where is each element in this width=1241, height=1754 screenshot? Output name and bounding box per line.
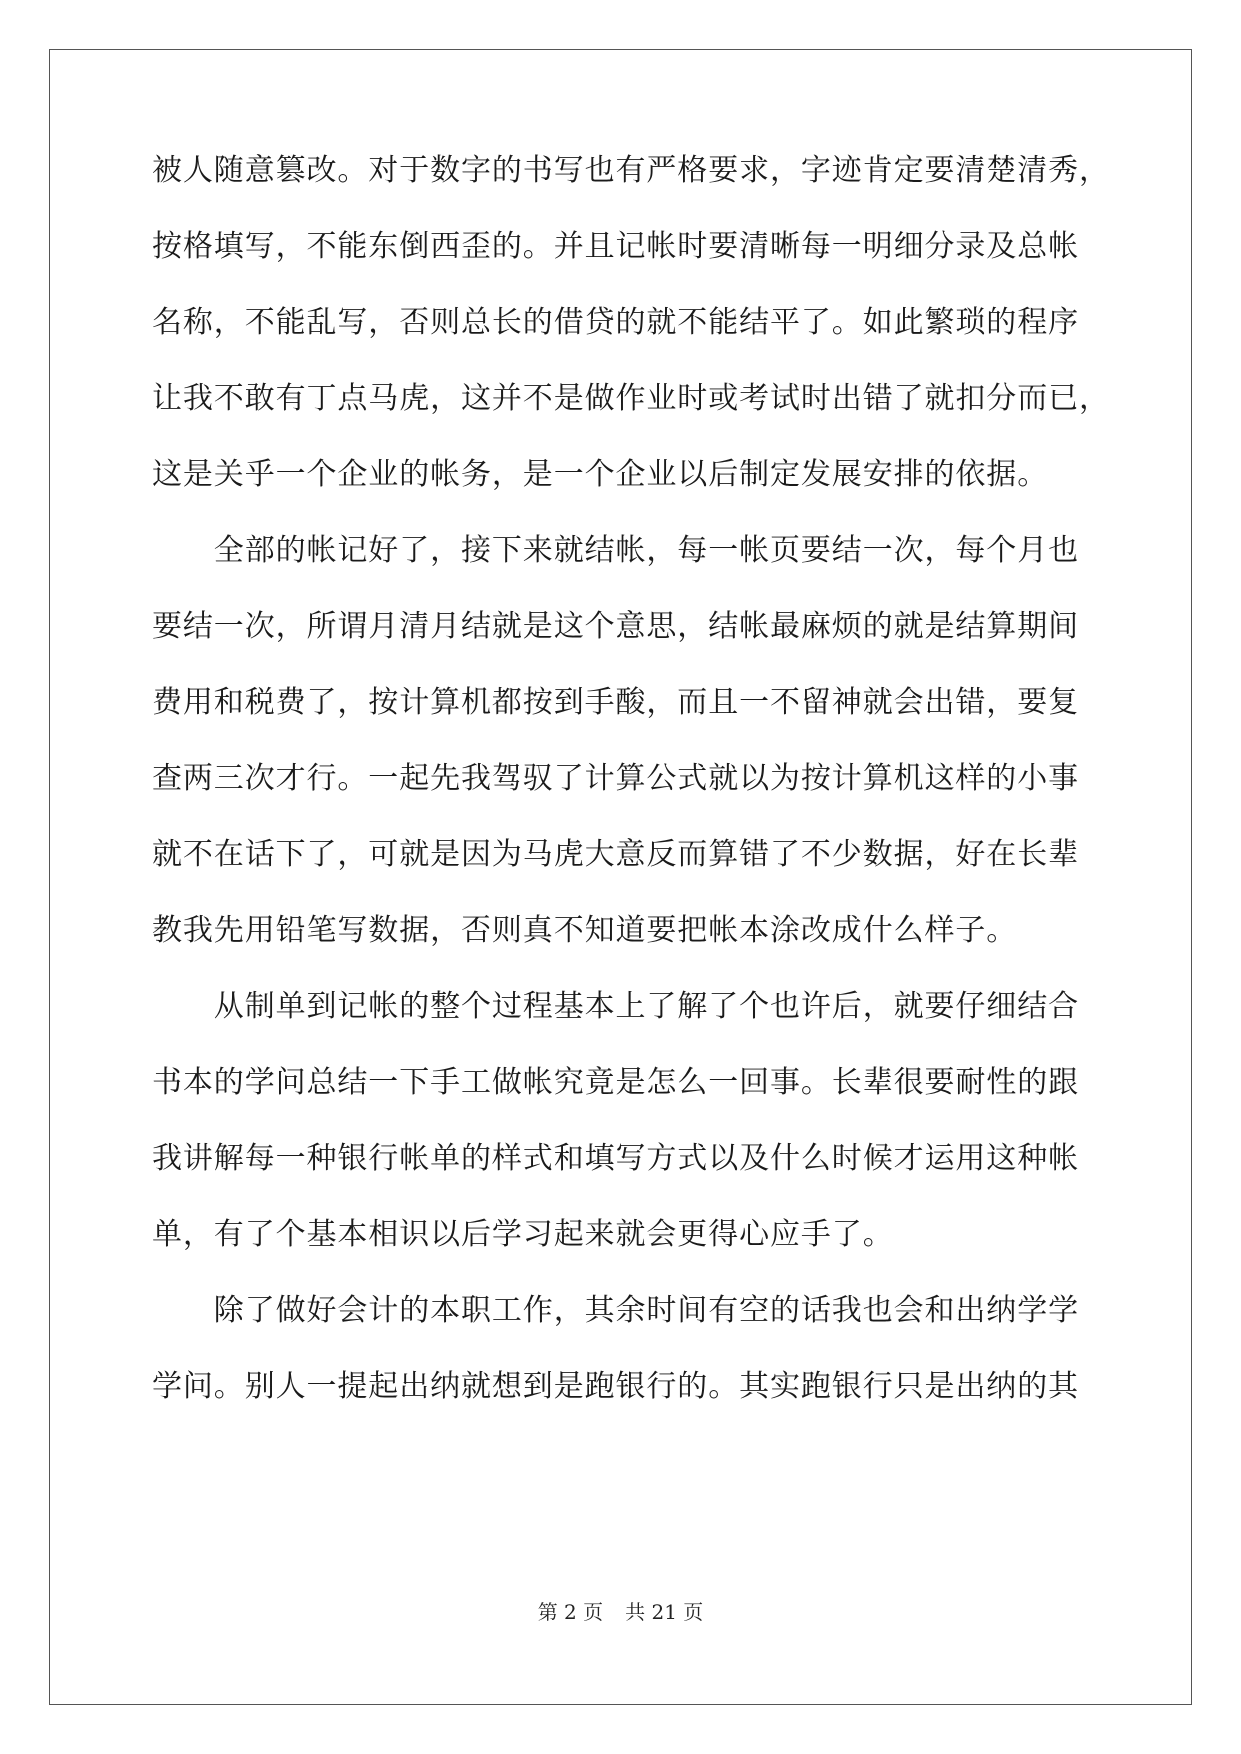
text-line: 就不在话下了，可就是因为马虎大意反而算错了不少数据，好在长辈 [152, 837, 1079, 872]
paragraph-start-line: 除了做好会计的本职工作，其余时间有空的话我也会和出纳学学 [152, 1293, 1079, 1328]
text-line: 教我先用铅笔写数据，否则真不知道要把帐本涂改成什么样子。 [152, 913, 1018, 948]
text-line: 这是关乎一个企业的帐务，是一个企业以后制定发展安排的依据。 [152, 457, 1049, 492]
text-line: 按格填写，不能东倒西歪的。并且记帐时要清晰每一明细分录及总帐 [152, 229, 1079, 264]
page-footer [0, 1600, 1241, 1624]
text-line: 学问。别人一提起出纳就想到是跑银行的。其实跑银行只是出纳的其 [152, 1369, 1079, 1404]
paragraph-start-line: 从制单到记帐的整个过程基本上了解了个也许后，就要仔细结合 [152, 989, 1079, 1024]
paragraph-start-line: 全部的帐记好了，接下来就结帐，每一帐页要结一次，每个月也 [152, 533, 1079, 568]
text-line: 书本的学问总结一下手工做帐究竟是怎么一回事。长辈很要耐性的跟 [152, 1065, 1079, 1100]
text-line: 让我不敢有丁点马虎，这并不是做作业时或考试时出错了就扣分而已， [152, 381, 1110, 416]
page-number: 第 2 页 [537, 1600, 604, 1624]
page-border [49, 49, 1192, 1705]
text-line: 单，有了个基本相识以后学习起来就会更得心应手了。 [152, 1217, 894, 1252]
text-line: 查两三次才行。一起先我驾驭了计算公式就以为按计算机这样的小事 [152, 761, 1079, 796]
text-line: 被人随意篡改。对于数字的书写也有严格要求，字迹肯定要清楚清秀， [152, 153, 1110, 188]
text-line: 我讲解每一种银行帐单的样式和填写方式以及什么时候才运用这种帐 [152, 1141, 1079, 1176]
text-line: 要结一次，所谓月清月结就是这个意思，结帐最麻烦的就是结算期间 [152, 609, 1079, 644]
text-line: 名称，不能乱写，否则总长的借贷的就不能结平了。如此繁琐的程序 [152, 305, 1079, 340]
total-pages: 共 21 页 [625, 1600, 704, 1624]
text-line: 费用和税费了，按计算机都按到手酸，而且一不留神就会出错，要复 [152, 685, 1079, 720]
